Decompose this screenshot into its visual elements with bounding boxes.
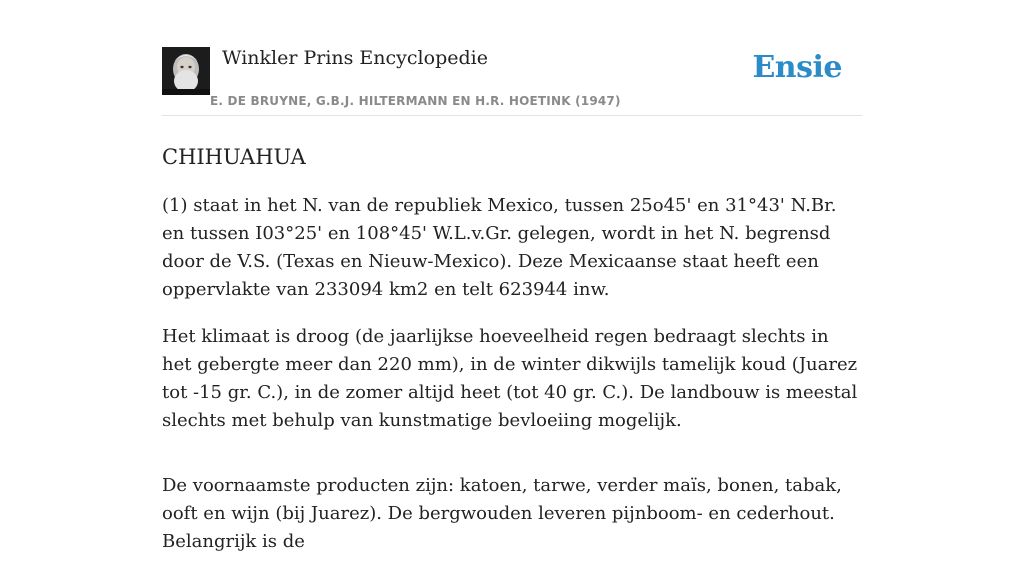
portrait-photo-icon — [162, 47, 210, 95]
author-avatar[interactable] — [162, 47, 210, 95]
brand-logo[interactable]: Ensie — [752, 50, 842, 85]
entry-paragraph: Het klimaat is droog (de jaarlijkse hoeveelheid regen bedraagt slechts in het gebergte meer dan 220 mm), in de winter dikwijls tamelijk koud (Juarez tot -15 gr. C.), in de zomer altijd heet (tot 40 gr. C.). De landbouw is meestal slechts met behulp van kunstmatige bevloeiing mogelijk. — [162, 326, 858, 431]
entry-body — [162, 192, 862, 556]
publication-authors: E. DE BRUYNE, G.B.J. HILTERMANN EN H.R. HOETINK (1947) — [210, 94, 621, 108]
entry-paragraph: (1) staat in het N. van de republiek Mexico, tussen 25o45' en 31°43' N.Br. en tussen I03°25' en 108°45' W.L.v.Gr. gelegen, wordt in het N. begrensd door de V.S. (Texas en Nieuw-Mexico). Deze Mexicaanse staat heeft een oppervlakte van 233094 km2 en telt 623944 inw. — [162, 195, 837, 300]
entry-paragraph: De voornaamste producten zijn: katoen, tarwe, verder maïs, bonen, tabak, ooft en wijn (bij Juarez). De bergwouden leveren pijnboom- en cederhout. Belangrijk is de — [162, 475, 842, 552]
site-header — [162, 0, 862, 116]
entry-title: CHIHUAHUA — [162, 145, 306, 169]
publication-title[interactable]: Winkler Prins Encyclopedie — [222, 47, 488, 69]
page — [162, 0, 862, 575]
